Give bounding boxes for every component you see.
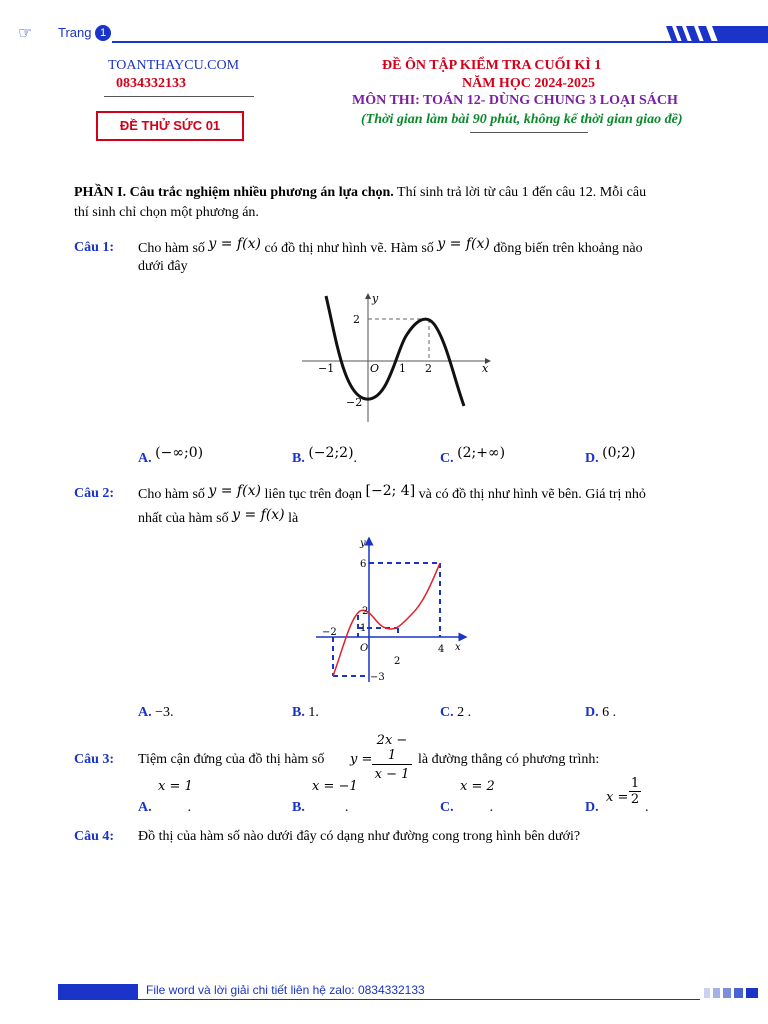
q1-option-d[interactable] bbox=[585, 445, 636, 467]
footer-line bbox=[138, 999, 700, 1000]
footer-bar bbox=[58, 984, 138, 1000]
q3-t2: là đường thẳng có phương trình: bbox=[418, 752, 600, 767]
q2-label-neg3: −3 bbox=[370, 672, 385, 683]
school-year: NĂM HỌC 2024-2025 bbox=[462, 76, 595, 91]
q2-origin: O bbox=[360, 643, 369, 654]
q2-option-a-letter: A. bbox=[138, 705, 152, 720]
q1-option-d-text: (0;2) bbox=[602, 445, 636, 461]
q1-option-b[interactable] bbox=[292, 445, 358, 467]
q3-option-c-text: x = 2 bbox=[460, 779, 495, 794]
q1-option-d-letter: D. bbox=[585, 451, 599, 466]
header-underline bbox=[104, 96, 254, 97]
q2-option-b[interactable] bbox=[292, 705, 319, 721]
exam-badge-label: ĐỀ THỬ SỨC 01 bbox=[119, 118, 221, 133]
q2-stem-2 bbox=[138, 507, 299, 527]
q2-curve bbox=[333, 563, 440, 676]
q1-tick-x-2: 2 bbox=[425, 362, 432, 375]
q1-curve bbox=[326, 296, 464, 406]
q3-option-d-pre: x = bbox=[606, 790, 629, 805]
page-number-badge bbox=[95, 25, 111, 41]
subject-line: MÔN THI: TOÁN 12- DÙNG CHUNG 3 LOẠI SÁCH bbox=[352, 93, 678, 108]
part1-intro bbox=[74, 185, 724, 201]
q1-option-b-tail: . bbox=[353, 451, 358, 466]
q1-t4: dưới đây bbox=[138, 259, 188, 274]
q1-t2: có đồ thị như hình vẽ. Hàm số bbox=[264, 241, 434, 256]
q2-stem bbox=[138, 483, 646, 503]
q3-option-b[interactable]: B. . bbox=[292, 800, 349, 815]
q2-option-b-letter: B. bbox=[292, 705, 305, 720]
q2-label-2x: 2 bbox=[394, 656, 401, 667]
q1-option-a-text: (−∞;0) bbox=[155, 445, 204, 461]
q3-label: Câu 3: bbox=[74, 752, 115, 767]
q1-tick-y-2: 2 bbox=[353, 313, 360, 326]
q3-option-d-num: 1 bbox=[630, 776, 640, 791]
q2-f2: y = f(x) bbox=[232, 507, 285, 523]
q1-tick-x-neg1: −1 bbox=[318, 362, 335, 375]
q4-label: Câu 4: bbox=[74, 829, 115, 844]
q2-t4: nhất của hàm số bbox=[138, 511, 229, 526]
q3-option-d-den: 2 bbox=[630, 792, 640, 807]
q1-tick-y-neg2: −2 bbox=[346, 396, 363, 409]
phone-number: 0834332133 bbox=[116, 76, 186, 91]
q2-label-1: 1 bbox=[360, 623, 367, 634]
q1-option-a-letter: A. bbox=[138, 451, 152, 466]
footer-text: File word và lời giải chi tiết liên hệ zalo: 0834332133 bbox=[146, 983, 425, 997]
time-note: (Thời gian làm bài 90 phút, không kể thời gian giao đề) bbox=[361, 112, 683, 127]
q2-option-b-text: 1. bbox=[308, 705, 319, 720]
q3-option-c-letter: C. bbox=[440, 800, 454, 815]
q1-stem bbox=[138, 236, 643, 257]
q3-option-a-letter: A. bbox=[138, 800, 152, 815]
q2-label-4: 4 bbox=[438, 644, 445, 655]
q2-dashes bbox=[333, 563, 440, 676]
site-name: TOANTHAYCU.COM bbox=[108, 58, 240, 73]
q2-label-neg2: −2 bbox=[322, 627, 337, 638]
q1-label: Câu 1: bbox=[74, 240, 115, 255]
q2-interval: [−2; 4] bbox=[365, 483, 416, 499]
q1-graph bbox=[296, 288, 496, 424]
q2-option-a-text: −3. bbox=[155, 705, 174, 720]
q1-y-label: y bbox=[372, 292, 379, 305]
q2-f1: y = f(x) bbox=[208, 483, 261, 499]
q3-option-b-letter: B. bbox=[292, 800, 305, 815]
q3-num: 2x − 1 bbox=[372, 733, 412, 765]
q3-option-d[interactable] bbox=[585, 800, 599, 816]
q3-fraction bbox=[372, 733, 412, 782]
q1-origin: O bbox=[370, 362, 380, 375]
q2-label: Câu 2: bbox=[74, 486, 115, 501]
q4-t1: Đồ thị của hàm số nào dưới đây có dạng như đường cong trong hình bên dưới? bbox=[138, 829, 581, 844]
q3-option-d-frac bbox=[629, 776, 641, 807]
q1-tick-x-1: 1 bbox=[399, 362, 406, 375]
q1-f2: y = f(x) bbox=[437, 236, 490, 252]
q1-x-label: x bbox=[482, 362, 489, 375]
q2-label-2y: 2 bbox=[362, 606, 369, 617]
hand-icon: ☞ bbox=[18, 25, 33, 42]
q2-option-c[interactable] bbox=[440, 705, 471, 721]
q1-option-b-text: (−2;2) bbox=[308, 445, 354, 461]
exam-badge bbox=[96, 111, 244, 141]
q2-t5: là bbox=[288, 511, 299, 526]
q1-t3: đồng biến trên khoảng nào bbox=[493, 241, 643, 256]
header-stripes bbox=[660, 26, 768, 42]
q2-y-label: y bbox=[360, 538, 366, 549]
exam-title: ĐỀ ÔN TẬP KIỂM TRA CUỐI KÌ 1 bbox=[382, 58, 602, 73]
part1-heading: PHẦN I. Câu trắc nghiệm nhiều phương án lựa chọn. bbox=[74, 185, 394, 200]
q2-t2: liên tục trên đoạn bbox=[264, 487, 363, 502]
part1-intro-a: Thí sinh trả lời từ câu 1 đến câu 12. Mỗi câu bbox=[397, 185, 647, 200]
q3-option-a-text: x = 1 bbox=[158, 779, 193, 794]
q2-graph bbox=[312, 534, 472, 684]
q3-option-d-dot: . bbox=[645, 800, 649, 815]
q3-y-eq: y = bbox=[350, 752, 373, 767]
q1-option-c-text: (2;+∞) bbox=[457, 445, 506, 461]
q3-option-c[interactable]: C. . bbox=[440, 800, 494, 815]
q2-t3: và có đồ thị như hình vẽ bên. Giá trị nhỏ bbox=[418, 487, 646, 502]
q2-x-label: x bbox=[455, 642, 461, 653]
q2-t1: Cho hàm số bbox=[138, 487, 205, 502]
page-number: 1 bbox=[99, 27, 107, 39]
q2-option-a[interactable] bbox=[138, 705, 174, 721]
page-label: Trang bbox=[58, 25, 92, 40]
header-bar bbox=[0, 20, 768, 46]
q3-option-d-letter: D. bbox=[585, 800, 599, 815]
q3-den: x − 1 bbox=[374, 767, 410, 782]
q2-option-d[interactable] bbox=[585, 705, 616, 721]
q1-f1: y = f(x) bbox=[208, 236, 261, 252]
q1-option-b-letter: B. bbox=[292, 451, 305, 466]
q1-option-c-letter: C. bbox=[440, 451, 454, 466]
q2-option-d-letter: D. bbox=[585, 705, 599, 720]
q3-option-a[interactable]: A. . bbox=[138, 800, 192, 815]
q2-option-c-text: 2 . bbox=[457, 705, 472, 720]
q2-option-c-letter: C. bbox=[440, 705, 454, 720]
title-underline bbox=[470, 132, 588, 133]
q1-option-a[interactable] bbox=[138, 445, 204, 467]
q3-t1: Tiệm cận đứng của đồ thị hàm số bbox=[138, 752, 325, 767]
q2-option-d-text: 6 . bbox=[602, 705, 617, 720]
part1-intro-b: thí sinh chỉ chọn một phương án. bbox=[74, 205, 259, 220]
q3-option-b-text: x = −1 bbox=[312, 779, 358, 794]
q2-label-6: 6 bbox=[360, 559, 367, 570]
q1-option-c[interactable] bbox=[440, 445, 506, 467]
footer-blocks bbox=[704, 988, 760, 998]
q1-t1: Cho hàm số bbox=[138, 241, 205, 256]
